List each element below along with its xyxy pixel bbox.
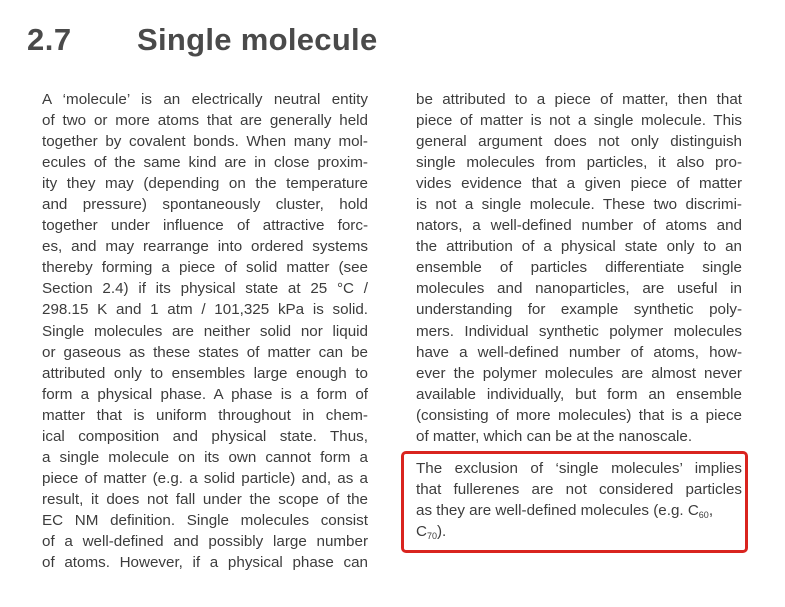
text-line: EC NM definition. Single molecules consist: [42, 511, 368, 529]
text-line: ity they may (depending on the temperature: [42, 175, 368, 193]
text-line: (consisting of more molecules) that is a piece: [416, 406, 742, 424]
text-line: the attribution of a physical state only to an: [416, 238, 742, 256]
note-line: [416, 521, 742, 542]
text-line: result, it does not fall under the scope of the: [42, 490, 368, 508]
right-text-column: [416, 89, 742, 447]
text-line: general argument does not only distinguish: [416, 133, 742, 151]
text-line: and pressure) spontaneously cluster, hold: [42, 196, 368, 214]
text-line: Section 2.4) if its physical state at 25 °C /: [42, 280, 368, 298]
text-line: mers. Individual synthetic polymer molecules: [416, 322, 742, 340]
c60-subscript: 60: [698, 510, 709, 521]
text-line: understanding for example synthetic poly-: [416, 301, 742, 319]
text-line: of two or more atoms that are generally held: [42, 112, 368, 130]
text-line: of a well-defined and possibly large number: [42, 532, 368, 550]
text-line: available individually, but form an ensemble: [416, 385, 742, 403]
text-line: ever the polymer molecules are almost never: [416, 364, 742, 382]
text-line: ensemble of particles differentiate single: [416, 259, 742, 277]
note-line: [416, 500, 742, 521]
text-line: of atoms. However, if a physical phase can: [42, 554, 368, 572]
text-line: of matter, which can be at the nanoscale.: [416, 427, 693, 445]
section-heading: [27, 22, 378, 66]
note-line: that fullerenes are not considered particles: [416, 481, 742, 499]
text-line: ecules of the same kind are in close proxim-: [42, 154, 368, 172]
text-line: 298.15 K and 1 atm / 101,325 kPa is solid.: [42, 301, 368, 319]
note-end: ).: [436, 523, 447, 541]
note-line: The exclusion of ‘single molecules’ implies: [416, 460, 742, 477]
text-line: is not a single molecule. These two discrimi-: [416, 196, 742, 214]
text-line: form a physical phase. A phase is a form of: [42, 385, 368, 403]
text-line: es, and may rearrange into ordered systems: [42, 238, 368, 256]
highlight-note: [416, 458, 742, 542]
text-line: be attributed to a piece of matter, then that: [416, 91, 742, 108]
text-line: or gaseous as these states of matter can be: [42, 343, 368, 361]
text-line: nators, a well-defined number of atoms and: [416, 217, 742, 235]
text-line: together under influence of attractive forc-: [42, 217, 368, 235]
text-line: a single molecule on its own cannot form a: [42, 448, 368, 466]
text-line: thereby forming a piece of solid matter (see: [42, 259, 368, 277]
text-line: vides evidence that a given piece of matter: [416, 175, 742, 193]
text-line: have a well-defined number of atoms, how-: [416, 343, 742, 361]
note-comma: ,: [708, 502, 714, 520]
text-line: attributed only to ensembles large enough to: [42, 364, 368, 382]
section-number: 2.7: [27, 22, 72, 57]
c70-symbol: C: [416, 523, 427, 541]
text-line: A ‘molecule’ is an electrically neutral entity: [42, 91, 368, 108]
text-line: ical composition and physical state. Thus,: [42, 427, 368, 445]
text-line: Single molecules are neither solid nor liquid: [42, 322, 368, 340]
text-line: piece of matter (e.g. a solid particle) and, as a: [42, 469, 368, 487]
left-text-column: [42, 89, 368, 573]
text-line: together by covalent bonds. When many mol-: [42, 133, 368, 151]
c70-subscript: 70: [426, 531, 437, 542]
section-title: Single molecule: [137, 22, 378, 57]
note-line-text: as they are well-defined molecules (e.g. C: [416, 502, 699, 520]
text-line: matter that is uniform throughout in chem-: [42, 406, 368, 424]
text-line: single molecules from particles, it also pro-: [416, 154, 742, 172]
text-line: molecules and nanoparticles, are useful in: [416, 280, 742, 298]
text-line: piece of matter is not a single molecule. This: [416, 112, 742, 130]
